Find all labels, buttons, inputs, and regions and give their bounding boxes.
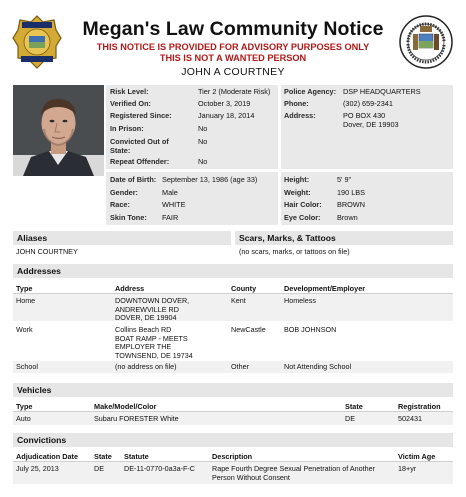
phone-value: (302) 659-2341: [343, 99, 393, 108]
verified-on-label: Verified On:: [110, 99, 151, 108]
person-name: JOHN A COURTNEY: [181, 66, 285, 78]
repeat-offender-value: No: [198, 157, 208, 166]
police-badge-icon: [12, 14, 62, 70]
verified-on-value: October 3, 2019: [198, 99, 251, 108]
state-seal-icon: [398, 14, 454, 70]
vehicles-col-state: State: [345, 402, 363, 411]
vehicle-registration: 502431: [398, 414, 422, 423]
gender-value: Male: [162, 188, 178, 197]
hair-color-label: Hair Color:: [284, 200, 322, 209]
convicted-out-of-state-value: No: [198, 137, 208, 146]
address-text: (no address on file): [115, 362, 177, 371]
address-employer: BOB JOHNSON: [284, 325, 337, 334]
dob-label: Date of Birth:: [110, 175, 157, 184]
risk-level-label: Risk Level:: [110, 87, 149, 96]
gender-label: Gender:: [110, 188, 138, 197]
address-type: School: [16, 362, 38, 371]
vehicles-col-registration: Registration: [398, 402, 441, 411]
agency-address-label: Address:: [284, 111, 316, 120]
convictions-col-statute: Statute: [124, 452, 149, 461]
convictions-col-victim-age: Victim Age: [398, 452, 436, 461]
conviction-victim-age: 18+yr: [398, 464, 417, 473]
vehicle-state: DE: [345, 414, 355, 423]
scars-heading: Scars, Marks, & Tattoos: [235, 231, 453, 245]
risk-level-value: Tier 2 (Moderate Risk): [198, 87, 271, 96]
page-title: Megan's Law Community Notice: [82, 18, 384, 40]
vehicle-make: Subaru FORESTER White: [94, 414, 179, 423]
address-type: Home: [16, 296, 36, 305]
addresses-col-address: Address: [115, 284, 145, 293]
table-row: [13, 412, 453, 425]
convicted-out-of-state-label: Convicted Out of State:: [110, 137, 169, 155]
dob-value: September 13, 1986 (age 33): [162, 175, 258, 184]
registered-since-value: January 18, 2014: [198, 111, 255, 120]
conviction-date: July 25, 2013: [16, 464, 59, 473]
addresses-col-county: County: [231, 284, 257, 293]
aliases-heading: Aliases: [13, 231, 231, 245]
vehicle-type: Auto: [16, 414, 31, 423]
addresses-col-type: Type: [16, 284, 33, 293]
address-employer: Not Attending School: [284, 362, 352, 371]
address-type: Work: [16, 325, 33, 334]
height-label: Height:: [284, 175, 310, 184]
in-prison-value: No: [198, 124, 208, 133]
address-text: DOWNTOWN DOVER, ANDREWVILLE RD DOVER, DE 19904: [115, 296, 190, 322]
convictions-col-description: Description: [212, 452, 253, 461]
in-prison-label: In Prison:: [110, 124, 144, 133]
convictions-col-date: Adjudication Date: [16, 452, 79, 461]
mugshot-image: [13, 85, 104, 176]
conviction-description: Rape Fourth Degree Sexual Penetration of Another Person Without Consent: [212, 464, 376, 482]
skin-tone-label: Skin Tone:: [110, 213, 147, 222]
address-county: Kent: [231, 296, 246, 305]
repeat-offender-label: Repeat Offender:: [110, 157, 170, 166]
addresses-heading: Addresses: [13, 264, 453, 278]
phone-label: Phone:: [284, 99, 309, 108]
skin-tone-value: FAIR: [162, 213, 179, 222]
address-text: Collins Beach RD BOAT RAMP - MEETS EMPLOYER THE TOWNSEND, DE 19734: [115, 325, 193, 360]
conviction-state: DE: [94, 464, 104, 473]
weight-label: Weight:: [284, 188, 311, 197]
race-value: WHITE: [162, 200, 186, 209]
police-agency-value: DSP HEADQUARTERS: [343, 87, 421, 96]
height-value: 5' 9": [337, 175, 352, 184]
hair-color-value: BROWN: [337, 200, 365, 209]
address-county: NewCastle: [231, 325, 266, 334]
eye-color-value: Brown: [337, 213, 358, 222]
advisory-warning: THIS NOTICE IS PROVIDED FOR ADVISORY PURPOSES ONLY: [96, 42, 370, 52]
eye-color-label: Eye Color:: [284, 213, 321, 222]
convictions-heading: Convictions: [13, 433, 453, 447]
scars-value: (no scars, marks, or tattoos on file): [239, 247, 350, 256]
conviction-statute: DE-11-0770-0a3a-F-C: [124, 464, 195, 473]
address-employer: Homeless: [284, 296, 316, 305]
alias-item: JOHN COURTNEY: [16, 247, 78, 256]
address-county: Other: [231, 362, 249, 371]
not-wanted-warning: THIS IS NOT A WANTED PERSON: [159, 53, 307, 63]
agency-address-value: PO BOX 430 Dover, DE 19903: [343, 111, 399, 129]
offender-photo: [13, 85, 104, 176]
race-label: Race:: [110, 200, 130, 209]
vehicles-col-make: Make/Model/Color: [94, 402, 157, 411]
police-agency-label: Police Agency:: [284, 87, 337, 96]
weight-value: 190 LBS: [337, 188, 365, 197]
vehicles-heading: Vehicles: [13, 383, 453, 397]
convictions-col-state: State: [94, 452, 112, 461]
notice-header: [0, 0, 466, 82]
registered-since-label: Registered Since:: [110, 111, 172, 120]
vehicles-col-type: Type: [16, 402, 33, 411]
addresses-col-employer: Development/Employer: [284, 284, 366, 293]
